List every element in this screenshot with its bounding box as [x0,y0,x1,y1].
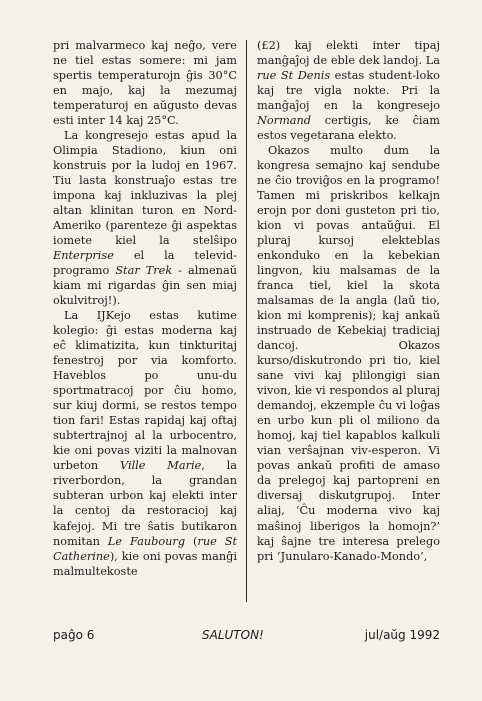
italic-title: Enterprise [53,249,114,263]
column-divider [246,40,247,602]
text-run: ), kie oni povas manĝi malmultekoste [53,549,237,578]
page-footer [53,628,440,644]
italic-title: rue St Denis [257,69,331,83]
right-paragraph-1 [257,38,440,143]
text-run: - almenaŭ kiam mi rigardas ĝin sen miaj okulvitroj!). [53,264,238,308]
left-paragraph-2 [53,128,237,308]
left-column [53,38,237,579]
issue-date: jul/aŭg 1992 [364,628,440,642]
italic-title: Normand [257,114,312,128]
text-run: , la riverbordon, la grandan subteran urbon kaj elekti inter la centoj da restoracioj kaj kafejoj. Mi tre ŝatis butikaron nomitan [53,459,238,548]
left-paragraph-3 [53,308,237,578]
text-run: el la televid-programo [53,249,237,278]
magazine-title: SALUTON! [202,628,264,642]
italic-title: rue St Catherine [53,534,238,563]
page-number: paĝo 6 [53,628,95,642]
text-run: estas student-loko kaj tre vigla nokte. Pri la manĝaĵoj en la kongresejo [257,69,440,113]
left-paragraph-1: pri malvarmeco kaj neĝo, vere ne tiel estas somere: mi jam spertis temperaturojn ĝis 30°C en majo, kaj la mezumaj temperaturoj en aŭgusto devas esti inter 14 kaj 25°C. [53,39,237,128]
text-run: La kongresejo estas apud la Olimpia Stadiono, kiun oni konstruis por la ludoj en 1967. Tiu lasta konstruaĵo estas tre impona kaj inkluzivas la plej altan klinitan turon en Nord-Ameriko (parenteze ĝi aspektas iomete kiel la stelŝipo [53,129,237,248]
italic-title: Star Trek [115,264,173,278]
text-run: ( [185,534,198,548]
text-run: certigis, ke ĉiam estos vegetarana elekto. [257,114,440,143]
italic-title: Le Faubourg [107,534,186,548]
italic-title: Ville Marie [120,459,202,473]
right-column [257,38,440,564]
right-paragraph-2: Okazos multo dum la kongresa semajno kaj sendube ne ĉio troviĝos en la programo! Tamen mi priskribos kelkajn erojn por doni gusteton pri tio, kion vi povas antaŭĝui. El pluraj kursoj elekteblas enkonduko en la kebekian lingvon, kiu malsamas de la franca tiel, kiel la skota malsamas de la angla (laŭ tio, kion mi komprenis); kaj ankaŭ instruado de Kebekiaj tradiciaj dancoj. Okazos kurso/diskutrondo pri tio, kiel sane vivi kaj plilongigi sian vivon, kie vi respondos al pluraj demandoj, ekzemple ĉu vi loĝas en urbo kun pli ol miliono da homoj, kaj tiel kapablos kalkuli vian verŝajnan viv-esperon. Vi povas ankaŭ profiti de amaso da prelegoj kaj partopreni en diversaj diskutgrupoj. Inter aliaj, ‘Ĉu moderna vivo kaj maŝinoj liberigos la homojn?’ kaj ŝajne tre interesa prelego pri ‘Junularo-Kanado-Mondo’, [257,144,440,563]
text-run: (£2) kaj elekti inter tipaj manĝaĵoj de eble dek landoj. La [257,39,440,68]
text-run: La IJKejo estas kutime kolegio: ĝi estas moderna kaj eĉ klimatizita, kun tinkturitaj fenestroj por via komforto. Haveblos po unu-du sportmatracoj por ĉiu homo, sur kiuj dormi, se restos tempo tion fari! Estas rapidaj kaj oftaj subtertrajnoj al la urbocentro, kie oni povas viziti la malnovan urbeton [53,309,237,473]
